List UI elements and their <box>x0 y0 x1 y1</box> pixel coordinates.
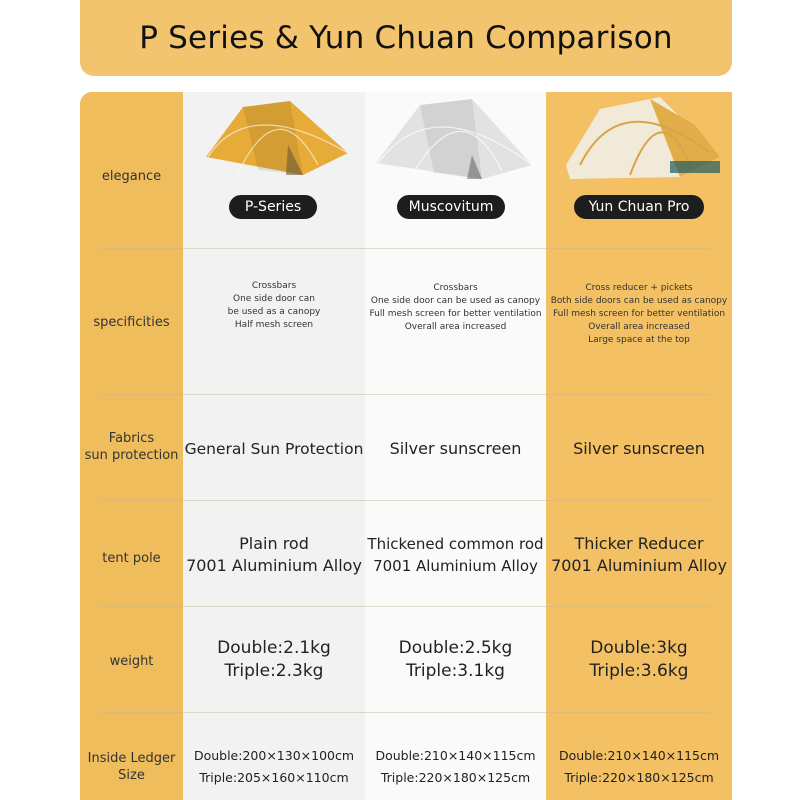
size-cell-p-series: Double:200×130×100cm Triple:205×160×110cm <box>193 748 355 785</box>
spec-cell-muscovitum: Crossbars One side door can be used as canopy Full mesh screen for better ventilation Overall area increased <box>369 283 542 332</box>
fabric-cell-p-series: General Sun Protection <box>184 440 364 458</box>
yun-chuan-tent-image <box>560 95 725 185</box>
product-pill-p-series: P-Series <box>229 195 317 219</box>
row-label-specificities: specificities <box>93 315 170 330</box>
product-pill-yun-chuan: Yun Chuan Pro <box>574 195 704 219</box>
page-title: P Series & Yun Chuan Comparison <box>139 20 673 56</box>
row-label-elegance: elegance <box>101 169 162 184</box>
title-banner <box>80 0 732 76</box>
row-divider <box>100 500 710 501</box>
row-divider <box>100 606 710 607</box>
row-label-weight: weight <box>109 654 154 669</box>
product-pill-muscovitum: Muscovitum <box>397 195 505 219</box>
muscovitum-tent-image <box>372 95 537 185</box>
row-label-tent-pole: tent pole <box>102 551 161 566</box>
row-label-fabrics: Fabrics sun protection <box>84 431 179 463</box>
pole-cell-yun-chuan: Thicker Reducer 7001 Aluminium Alloy <box>551 534 727 575</box>
row-divider <box>100 248 710 249</box>
fabric-cell-yun-chuan: Silver sunscreen <box>573 439 705 458</box>
size-cell-muscovitum: Double:210×140×115cm Triple:220×180×125cm <box>375 748 536 785</box>
size-cell-yun-chuan: Double:210×140×115cm Triple:220×180×125cm <box>558 748 720 785</box>
spec-cell-yun-chuan: Cross reducer + pickets Both side doors can be used as canopy Full mesh screen for better ventilation Overall area increased Large space at the top <box>550 283 728 345</box>
weight-cell-p-series: Double:2.1kg Triple:2.3kg <box>217 638 331 681</box>
p-series-tent-image <box>198 95 353 185</box>
row-divider <box>100 394 710 395</box>
weight-cell-yun-chuan: Double:3kg Triple:3.6kg <box>589 638 689 681</box>
fabric-cell-muscovitum: Silver sunscreen <box>389 439 522 458</box>
row-label-size: Inside Ledger Size <box>87 751 176 783</box>
weight-cell-muscovitum: Double:2.5kg Triple:3.1kg <box>398 638 513 681</box>
spec-cell-p-series: Crossbars One side door can be used as a canopy Half mesh screen <box>227 281 321 330</box>
row-divider <box>100 712 710 713</box>
pole-cell-p-series: Plain rod 7001 Aluminium Alloy <box>186 534 362 575</box>
pole-cell-muscovitum: Thickened common rod 7001 Aluminium Alloy <box>367 535 544 575</box>
